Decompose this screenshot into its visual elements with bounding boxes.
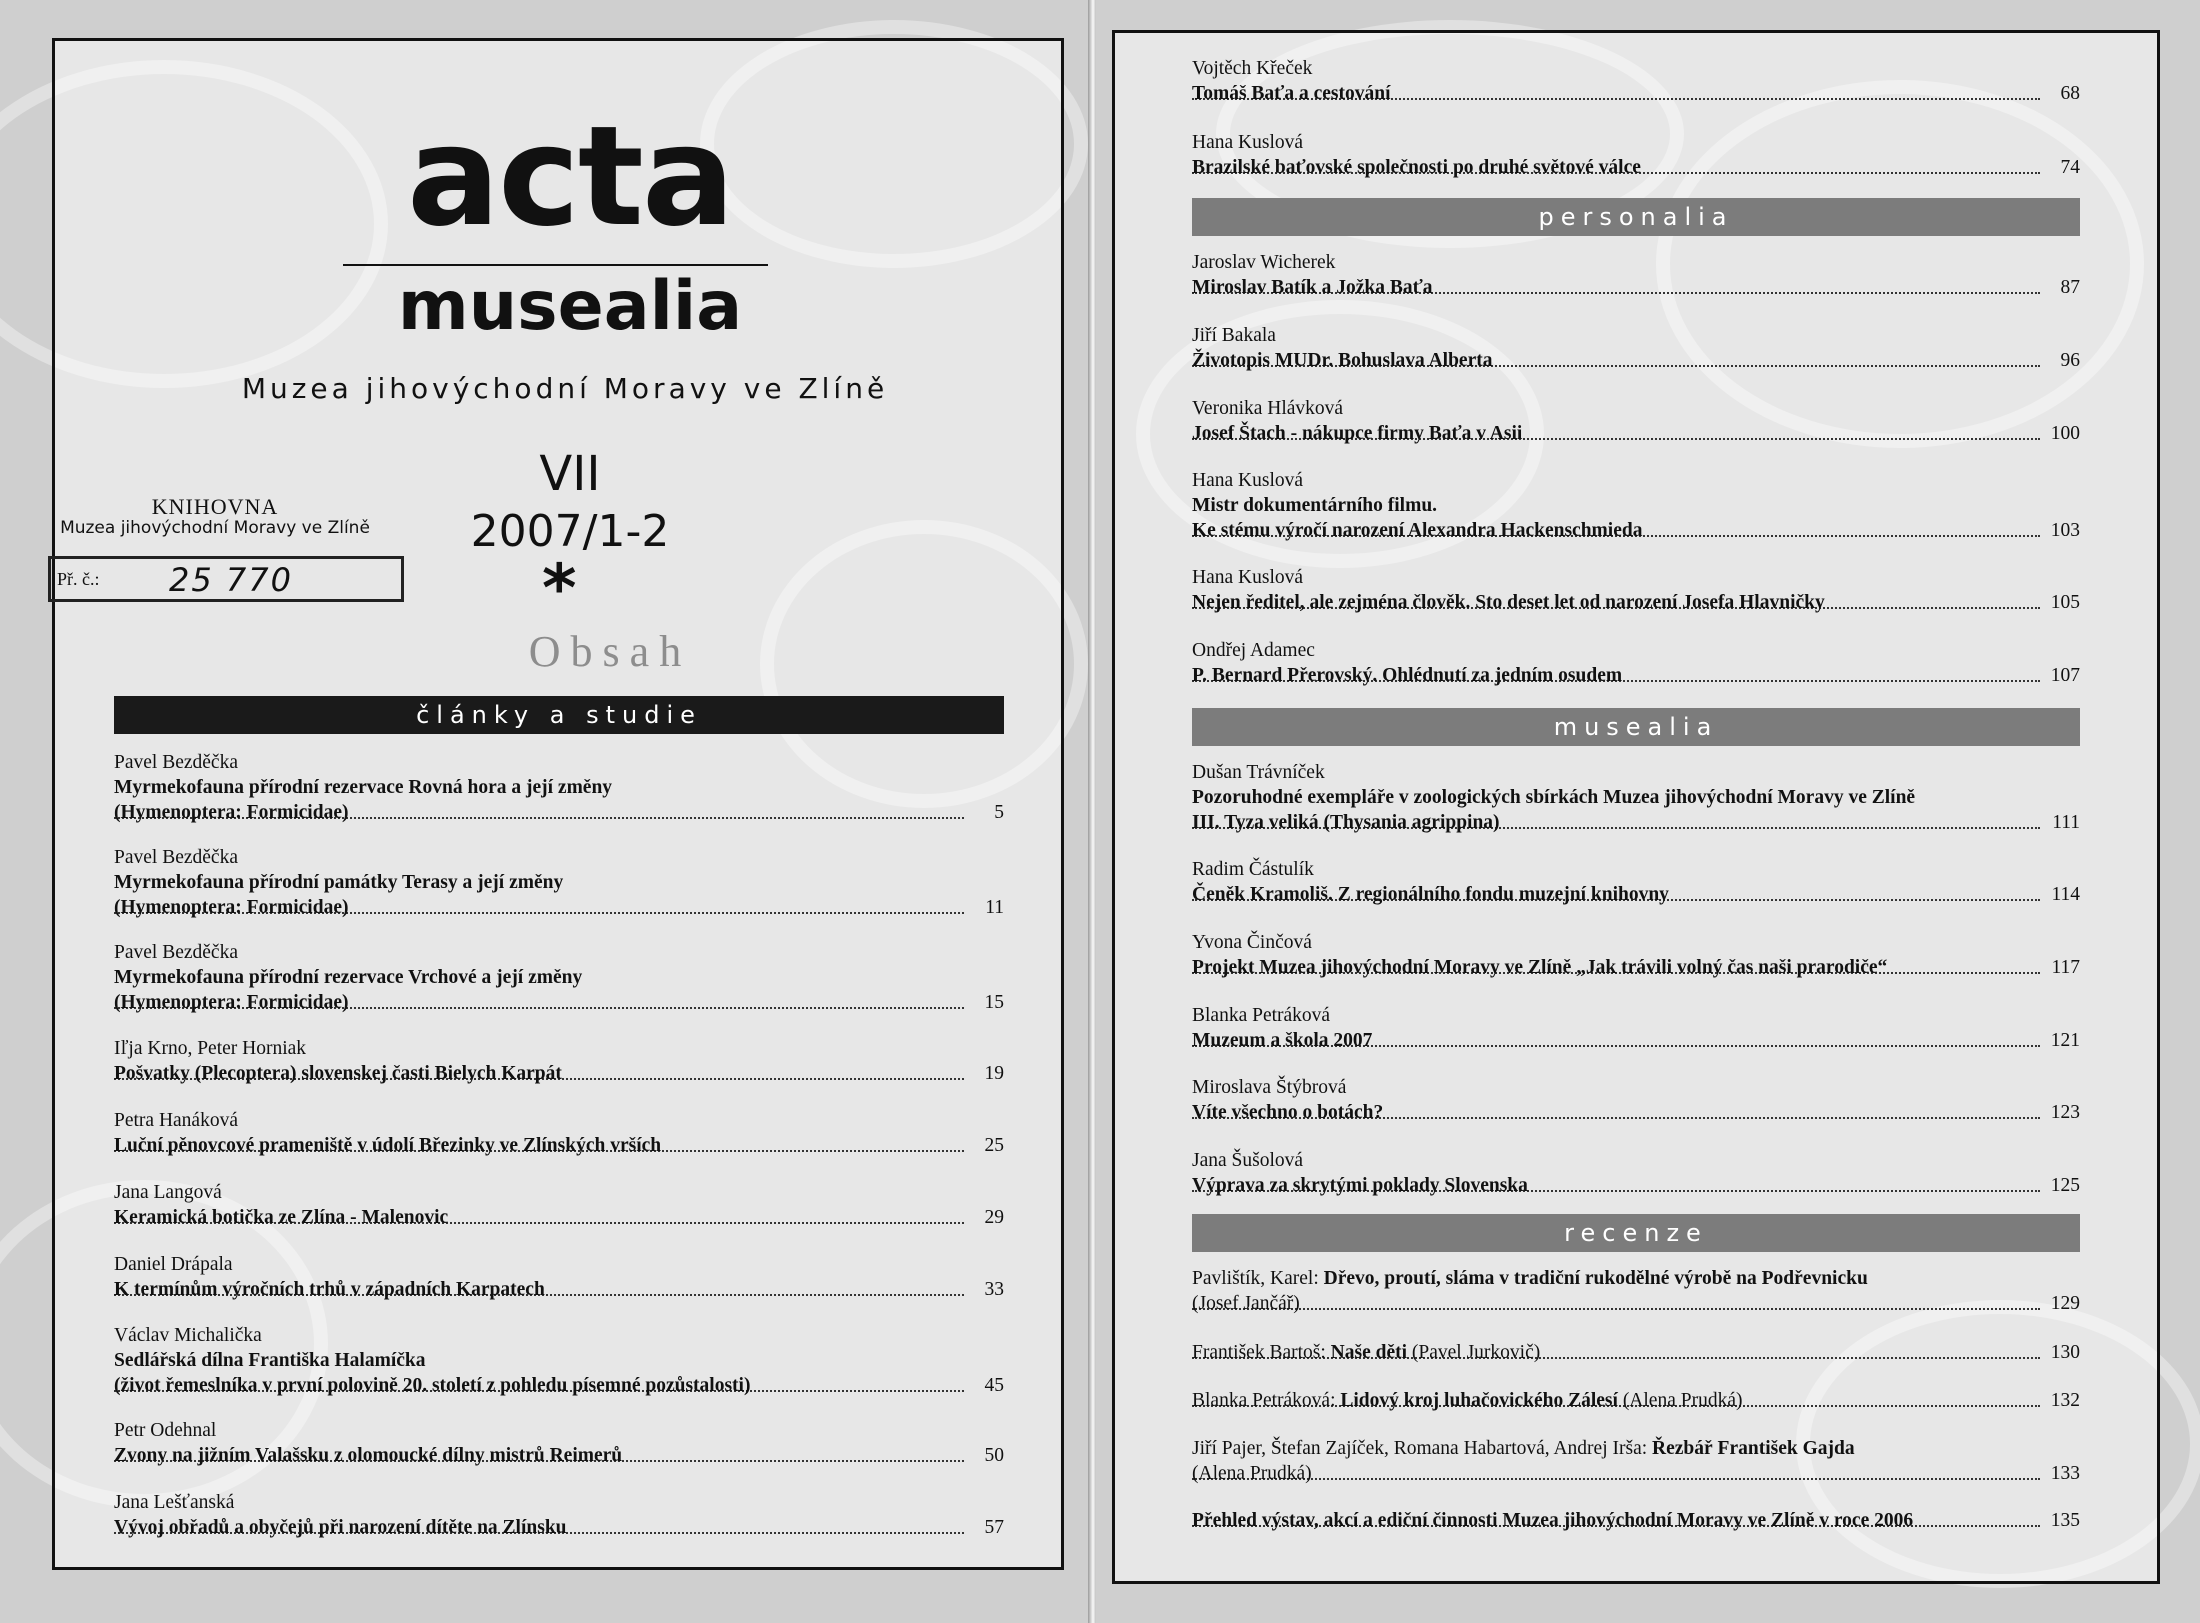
entry-title-line xyxy=(1192,1173,2080,1198)
toc-entry xyxy=(114,1036,1004,1086)
journal-subtitle: musealia xyxy=(397,267,743,346)
toc-entry xyxy=(1192,468,2080,543)
entry-title-line xyxy=(1192,955,2080,980)
review-author: Blanka Petráková: xyxy=(1192,1390,1341,1411)
page-number: 107 xyxy=(2050,665,2080,686)
review-line xyxy=(1192,1266,2080,1291)
toc-entry xyxy=(114,1180,1004,1230)
entry-title: Nejen ředitel, ale zejména člověk. Sto deset let od narození Josefa Hlavničky xyxy=(1192,592,1825,613)
review-line xyxy=(1192,1291,2080,1316)
entry-author: Blanka Petráková xyxy=(1192,1005,1331,1026)
page-number: 29 xyxy=(984,1207,1004,1228)
toc-entry xyxy=(1192,930,2080,980)
entry-author: Pavel Bezděčka xyxy=(114,752,238,773)
entry-author: Petra Hanáková xyxy=(114,1110,238,1131)
review-byline xyxy=(1192,1268,1874,1289)
entry-title-line xyxy=(114,895,1004,920)
entry-title-line xyxy=(1192,493,2080,518)
entry-author: Václav Michalička xyxy=(114,1325,262,1346)
toc-entry xyxy=(114,750,1004,825)
toc-entry xyxy=(114,1418,1004,1468)
entry-author: Hana Kuslová xyxy=(1192,132,1304,153)
contents-heading: Obsah xyxy=(528,627,692,676)
review-reviewer: (Alena Prudká) xyxy=(1192,1463,1312,1484)
entry-author: Iľja Krno, Peter Horniak xyxy=(114,1038,307,1059)
section-personalia: personalia xyxy=(1192,198,2080,236)
entry-author: Ondřej Adamec xyxy=(1192,640,1315,661)
left-page xyxy=(0,0,1090,1623)
entry-title-line xyxy=(1192,590,2080,615)
review-title: Řezbář František Gajda xyxy=(1652,1438,1855,1459)
entry-author: Jiří Bakala xyxy=(1192,325,1276,346)
page-number: 132 xyxy=(2050,1390,2080,1411)
entry-title-line xyxy=(114,870,1004,895)
entry-title-line xyxy=(1192,518,2080,543)
entry-author: Hana Kuslová xyxy=(1192,567,1304,588)
page-number: 15 xyxy=(984,992,1004,1013)
entry-title: Projekt Muzea jihovýchodní Moravy ve Zlíně „Jak trávili volný čas naši prarodiče“ xyxy=(1192,957,1888,978)
entry-title: Víte všechno o botách? xyxy=(1192,1102,1384,1123)
page-number: 103 xyxy=(2050,520,2080,541)
page-number: 68 xyxy=(2060,83,2080,104)
page-number: 121 xyxy=(2050,1030,2080,1051)
review-byline xyxy=(1192,1342,1546,1363)
page-number: 114 xyxy=(2051,884,2080,905)
entry-title: Čeněk Kramoliš. Z regionálního fondu muzejní knihovny xyxy=(1192,884,1669,905)
entry-title: Sedlářská dílna Františka Halamíčka xyxy=(114,1350,426,1371)
page-number: 135 xyxy=(2050,1510,2080,1531)
entry-author: Yvona Činčová xyxy=(1192,932,1312,953)
review-reviewer: (Alena Prudká) xyxy=(1617,1390,1743,1411)
entry-author: Jana Langová xyxy=(114,1182,222,1203)
review-byline xyxy=(1192,1438,1861,1459)
entry-title-line xyxy=(1192,348,2080,373)
entry-title-line xyxy=(114,1373,1004,1398)
entry-title: Keramická botička ze Zlína - Malenovic xyxy=(114,1207,449,1228)
section-reviews: recenze xyxy=(1192,1214,2080,1252)
review-entry xyxy=(1192,1436,2080,1486)
entry-author: Jana Šušolová xyxy=(1192,1150,1304,1171)
page-number: 45 xyxy=(984,1375,1004,1396)
review-byline xyxy=(1192,1390,1748,1411)
journal-title: acta xyxy=(406,96,734,257)
entry-title-line xyxy=(1192,81,2080,106)
entry-title-line xyxy=(1192,421,2080,446)
review-reviewer: (Pavel Jurkovič) xyxy=(1407,1342,1541,1363)
entry-title: (Hymenoptera: Formicidae) xyxy=(114,992,349,1013)
entry-author: Radim Částulík xyxy=(1192,859,1314,880)
page-number: 5 xyxy=(994,802,1004,823)
review-line xyxy=(1192,1340,2080,1365)
entry-title-line xyxy=(1192,275,2080,300)
accession-label: Př. č.: xyxy=(57,569,100,589)
toc-entry xyxy=(1192,565,2080,615)
page-number: 11 xyxy=(985,897,1004,918)
toc-entry xyxy=(1192,396,2080,446)
review-line xyxy=(1192,1461,2080,1486)
toc-entry xyxy=(1192,130,2080,180)
entry-title: Myrmekofauna přírodní památky Terasy a její změny xyxy=(114,872,564,893)
page-number: 100 xyxy=(2050,423,2080,444)
toc-entry xyxy=(114,1108,1004,1158)
page-number: 133 xyxy=(2050,1463,2080,1484)
toc-entry xyxy=(114,940,1004,1015)
review-title: Dřevo, proutí, sláma v tradiční rukodělné výrobě na Podřevnicku xyxy=(1323,1268,1868,1289)
entry-title-line xyxy=(114,1061,1004,1086)
entry-title-line xyxy=(1192,1100,2080,1125)
toc-entry xyxy=(114,845,1004,920)
page-number: 130 xyxy=(2050,1342,2080,1363)
toc-entry xyxy=(1192,1148,2080,1198)
review-reviewer: (Josef Jančář) xyxy=(1192,1293,1300,1314)
entry-title: Vývoj obřadů a obyčejů při narození dítěte na Zlínsku xyxy=(114,1517,567,1538)
review-entry xyxy=(1192,1388,2080,1413)
page-number: 117 xyxy=(2051,957,2080,978)
final-entry xyxy=(1192,1508,2080,1533)
toc-entry xyxy=(114,1490,1004,1540)
toc-entry xyxy=(1192,760,2080,835)
entry-title: Zvony na jižním Valašsku z olomoucké dílny mistrů Reimerů xyxy=(114,1445,623,1466)
review-title: Naše děti xyxy=(1330,1342,1408,1363)
entry-author: Dušan Trávníček xyxy=(1192,762,1325,783)
entry-author: Hana Kuslová xyxy=(1192,470,1304,491)
review-entry xyxy=(1192,1340,2080,1365)
entry-title-line xyxy=(114,1205,1004,1230)
asterisk-icon: * xyxy=(542,550,577,627)
issue-number: 2007/1-2 xyxy=(470,506,670,557)
entry-author: Vojtěch Křeček xyxy=(1192,58,1313,79)
review-entry xyxy=(1192,1266,2080,1316)
entry-author: Pavel Bezděčka xyxy=(114,847,238,868)
entry-title: III. Tyza veliká (Thysania agrippina) xyxy=(1192,812,1500,833)
entry-title-line xyxy=(1192,155,2080,180)
toc-entry xyxy=(1192,638,2080,688)
entry-title-line xyxy=(1192,810,2080,835)
entry-title: Brazilské baťovské společnosti po druhé světové válce xyxy=(1192,157,1641,178)
entry-title-line xyxy=(114,1133,1004,1158)
toc-entry xyxy=(1192,857,2080,907)
entry-title-line xyxy=(114,1277,1004,1302)
page-number: 111 xyxy=(2052,812,2080,833)
review-author: Pavlištík, Karel: xyxy=(1192,1268,1324,1289)
accession-box xyxy=(48,556,404,602)
toc-entry xyxy=(1192,1003,2080,1053)
entry-title: Luční pěnovcové prameniště v údolí Březinky ve Zlínských vrších xyxy=(114,1135,662,1156)
page-number: 33 xyxy=(984,1279,1004,1300)
entry-title: (život řemeslníka v první polovině 20. století z pohledu písemné pozůstalosti) xyxy=(114,1375,751,1396)
entry-title-line xyxy=(1192,663,2080,688)
museum-name: Muzea jihovýchodní Moravy ve Zlíně xyxy=(241,372,889,405)
stamp-line1: KNIHOVNA xyxy=(151,494,279,519)
page-number: 129 xyxy=(2050,1293,2080,1314)
toc-entry xyxy=(1192,250,2080,300)
entry-title: K termínům výročních trhů v západních Karpatech xyxy=(114,1279,545,1300)
final-entry-title: Přehled výstav, akcí a ediční činnosti Muzea jihovýchodní Moravy ve Zlíně v roce 2006 xyxy=(1192,1510,1914,1531)
entry-title: (Hymenoptera: Formicidae) xyxy=(114,802,349,823)
entry-title-line xyxy=(114,800,1004,825)
entry-title-line xyxy=(1192,1028,2080,1053)
entry-author: Daniel Drápala xyxy=(114,1254,233,1275)
volume-number: VII xyxy=(539,446,601,502)
review-title: Lidový kroj luhačovického Zálesí xyxy=(1340,1390,1618,1411)
section-articles: články a studie xyxy=(114,696,1004,734)
entry-title-line xyxy=(114,965,1004,990)
right-page xyxy=(1096,0,2200,1623)
toc-entry xyxy=(1192,323,2080,373)
section-musealia: musealia xyxy=(1192,708,2080,746)
entry-title: Mistr dokumentárního filmu. xyxy=(1192,495,1438,516)
entry-author: Jana Lešťanská xyxy=(114,1492,235,1513)
entry-title: Myrmekofauna přírodní rezervace Rovná hora a její změny xyxy=(114,777,613,798)
entry-title: Pozoruhodné exempláře v zoologických sbírkách Muzea jihovýchodní Moravy ve Zlíně xyxy=(1192,787,1916,808)
entry-title-line xyxy=(114,775,1004,800)
entry-title: Ke stému výročí narození Alexandra Hackenschmieda xyxy=(1192,520,1643,541)
dot-leader xyxy=(1192,1308,2040,1310)
page-number: 74 xyxy=(2060,157,2080,178)
page-number: 125 xyxy=(2050,1175,2080,1196)
entry-author: Jaroslav Wicherek xyxy=(1192,252,1336,273)
entry-title-line xyxy=(114,990,1004,1015)
final-entry-line xyxy=(1192,1508,2080,1533)
review-author: František Bartoš: xyxy=(1192,1342,1331,1363)
accession-number: 25 770 xyxy=(169,561,293,599)
entry-title: Josef Štach - nákupce firmy Baťa v Asii xyxy=(1192,423,1523,444)
entry-title: Výprava za skrytými poklady Slovenska xyxy=(1192,1175,1528,1196)
toc-entry xyxy=(1192,1075,2080,1125)
stamp-line2: Muzea jihovýchodní Moravy ve Zlíně xyxy=(60,518,370,539)
entry-title: (Hymenoptera: Formicidae) xyxy=(114,897,349,918)
page-number: 19 xyxy=(984,1063,1004,1084)
page-number: 57 xyxy=(984,1517,1004,1538)
toc-entry xyxy=(114,1323,1004,1398)
title-rule xyxy=(343,264,768,266)
library-stamp xyxy=(50,494,380,539)
entry-title-line xyxy=(1192,785,2080,810)
dot-leader xyxy=(1192,1478,2040,1480)
review-author: Jiří Pajer, Štefan Zajíček, Romana Habartová, Andrej Irša: xyxy=(1192,1438,1653,1459)
page-number: 96 xyxy=(2060,350,2080,371)
entry-author: Miroslava Štýbrová xyxy=(1192,1077,1347,1098)
entry-title: Tomáš Baťa a cestování xyxy=(1192,83,1391,104)
entry-title-line xyxy=(114,1443,1004,1468)
entry-title: Pošvatky (Plecoptera) slovenskej časti Bielych Karpát xyxy=(114,1063,562,1084)
entry-title: P. Bernard Přerovský. Ohlédnutí za jedním osudem xyxy=(1192,665,1623,686)
page-number: 105 xyxy=(2050,592,2080,613)
entry-author: Pavel Bezděčka xyxy=(114,942,238,963)
page-number: 25 xyxy=(984,1135,1004,1156)
entry-title-line xyxy=(114,1515,1004,1540)
entry-title: Myrmekofauna přírodní rezervace Vrchové a její změny xyxy=(114,967,583,988)
review-line xyxy=(1192,1388,2080,1413)
entry-title: Miroslav Batík a Jožka Baťa xyxy=(1192,277,1433,298)
review-line xyxy=(1192,1436,2080,1461)
toc-entry xyxy=(114,1252,1004,1302)
entry-title-line xyxy=(114,1348,1004,1373)
page-number: 87 xyxy=(2060,277,2080,298)
entry-author: Veronika Hlávková xyxy=(1192,398,1344,419)
toc-entry xyxy=(1192,56,2080,106)
entry-author: Petr Odehnal xyxy=(114,1420,217,1441)
entry-title-line xyxy=(1192,882,2080,907)
entry-title: Životopis MUDr. Bohuslava Alberta xyxy=(1192,350,1493,371)
entry-title: Muzeum a škola 2007 xyxy=(1192,1030,1373,1051)
page-number: 50 xyxy=(984,1445,1004,1466)
page-number: 123 xyxy=(2050,1102,2080,1123)
